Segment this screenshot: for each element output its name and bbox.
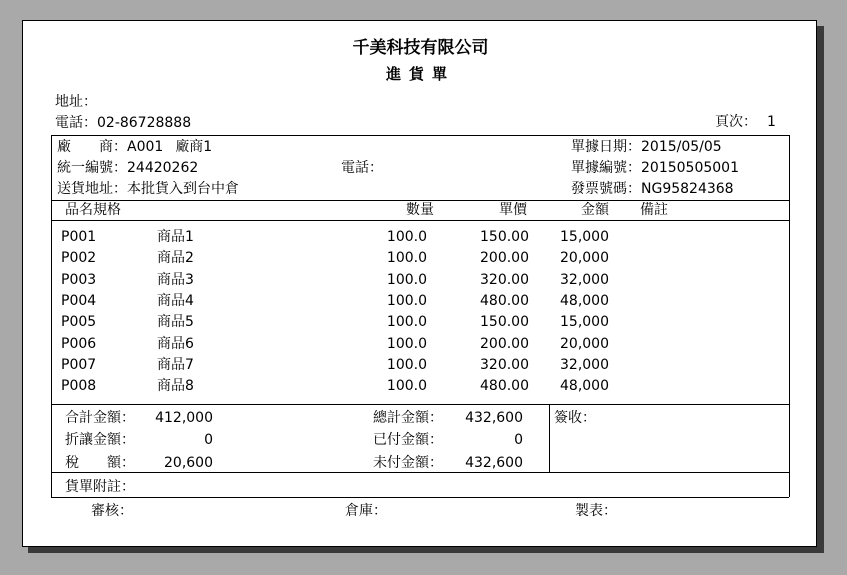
delivery-line	[57, 180, 239, 198]
address-line	[55, 93, 97, 111]
delivery-value: 本批貨入到台中倉	[127, 181, 239, 197]
address-label: 地址：	[55, 94, 97, 110]
header-bottom-rule	[51, 220, 789, 221]
item-qty: 100.0	[386, 378, 427, 395]
box-top-border	[51, 135, 789, 136]
subtotal-label: 合計金額：	[65, 410, 135, 426]
col-amount-header: 金額	[581, 202, 609, 218]
item-name: 商品3	[157, 271, 194, 288]
unpaid-value: 432,600	[465, 455, 523, 471]
item-qty: 100.0	[386, 356, 427, 373]
item-name: 商品6	[157, 335, 194, 352]
warehouse-label: 倉庫：	[345, 503, 387, 519]
doc-number-value: 20150505001	[641, 160, 739, 176]
item-price: 320.00	[480, 271, 529, 288]
doc-date-line	[571, 138, 722, 156]
tax-label: 稅 額：	[65, 455, 135, 471]
review-label: 審核：	[91, 503, 133, 519]
item-qty: 100.0	[386, 314, 427, 331]
discount-label: 折讓金額：	[65, 432, 135, 448]
col-note-header: 備註	[640, 202, 668, 218]
vendor-line	[57, 138, 212, 156]
maker-label: 製表：	[575, 503, 617, 519]
remarks-label: 貨單附註：	[65, 479, 135, 495]
unpaid-label: 未付金額：	[373, 455, 443, 471]
item-code: P001	[61, 229, 97, 245]
item-price: 150.00	[480, 314, 529, 331]
tax-id-label: 統一編號：	[57, 160, 127, 176]
discount-value: 0	[204, 432, 213, 448]
vendor-phone-line	[341, 159, 383, 177]
remarks-top-rule	[51, 472, 789, 473]
item-code: P006	[61, 335, 97, 352]
col-qty-header: 數量	[406, 202, 434, 218]
company-name: 千美科技有限公司	[352, 38, 489, 58]
invoice-line	[571, 180, 734, 198]
item-name: 商品7	[157, 356, 194, 373]
delivery-label: 送貨地址：	[57, 181, 127, 197]
item-qty: 100.0	[386, 250, 427, 267]
item-price: 320.00	[480, 356, 529, 373]
tax-value: 20,600	[164, 455, 213, 471]
item-code: P003	[61, 271, 97, 288]
vendor-label: 廠 商：	[57, 139, 127, 155]
paid-label: 已付金額：	[373, 432, 443, 448]
subtotal-value: 412,000	[155, 410, 213, 426]
item-code: P005	[61, 314, 97, 331]
item-code: P008	[61, 378, 97, 395]
item-name: 商品8	[157, 378, 194, 395]
invoice-value: NG95824368	[641, 181, 734, 197]
phone-label: 電話：	[55, 115, 97, 131]
item-amount: 20,000	[560, 335, 609, 352]
doc-date-value: 2015/05/05	[641, 139, 722, 155]
phone-line	[55, 114, 191, 132]
item-name: 商品5	[157, 314, 194, 331]
item-qty: 100.0	[386, 335, 427, 352]
col-item-header: 品名規格	[65, 202, 121, 218]
item-qty: 100.0	[386, 229, 427, 245]
item-qty: 100.0	[386, 292, 427, 309]
item-code: P004	[61, 292, 97, 309]
item-amount: 32,000	[560, 271, 609, 288]
grand-total-label: 總計金額：	[373, 410, 443, 426]
item-price: 200.00	[480, 250, 529, 267]
vendor-name: 廠商1	[175, 139, 213, 155]
item-code: P002	[61, 250, 97, 267]
paid-value: 0	[514, 432, 523, 448]
sign-divider	[549, 404, 550, 472]
totals-top-rule	[51, 404, 789, 405]
box-right-border	[789, 135, 790, 497]
page-value: 1	[767, 114, 776, 130]
item-code: P007	[61, 356, 97, 373]
box-bottom-border	[51, 497, 789, 498]
item-qty: 100.0	[386, 271, 427, 288]
page-label: 頁次：	[715, 114, 757, 130]
item-amount: 32,000	[560, 356, 609, 373]
item-amount: 20,000	[560, 250, 609, 267]
item-amount: 15,000	[560, 314, 609, 331]
item-name: 商品4	[157, 292, 194, 309]
doc-number-line	[571, 159, 739, 177]
document-title: 進貨單	[385, 65, 455, 83]
item-price: 480.00	[480, 292, 529, 309]
box-left-border	[51, 135, 52, 497]
doc-date-label: 單據日期：	[571, 139, 641, 155]
vendor-phone-label: 電話：	[341, 160, 383, 176]
phone-value: 02-86728888	[97, 115, 192, 131]
item-price: 480.00	[480, 378, 529, 395]
vendor-code: A001	[127, 139, 164, 155]
invoice-label: 發票號碼：	[571, 181, 641, 197]
item-name: 商品2	[157, 250, 194, 267]
col-price-header: 單價	[499, 202, 527, 218]
sign-label: 簽收：	[554, 410, 596, 426]
item-price: 200.00	[480, 335, 529, 352]
page-number	[715, 113, 776, 131]
tax-id-line	[57, 159, 198, 177]
doc-number-label: 單據編號：	[571, 160, 641, 176]
item-name: 商品1	[157, 229, 194, 245]
item-amount: 48,000	[560, 378, 609, 395]
document-page	[22, 20, 817, 547]
tax-id-value: 24420262	[127, 160, 199, 176]
item-amount: 15,000	[560, 229, 609, 245]
grand-total-value: 432,600	[465, 410, 523, 426]
item-amount: 48,000	[560, 292, 609, 309]
item-price: 150.00	[480, 229, 529, 245]
